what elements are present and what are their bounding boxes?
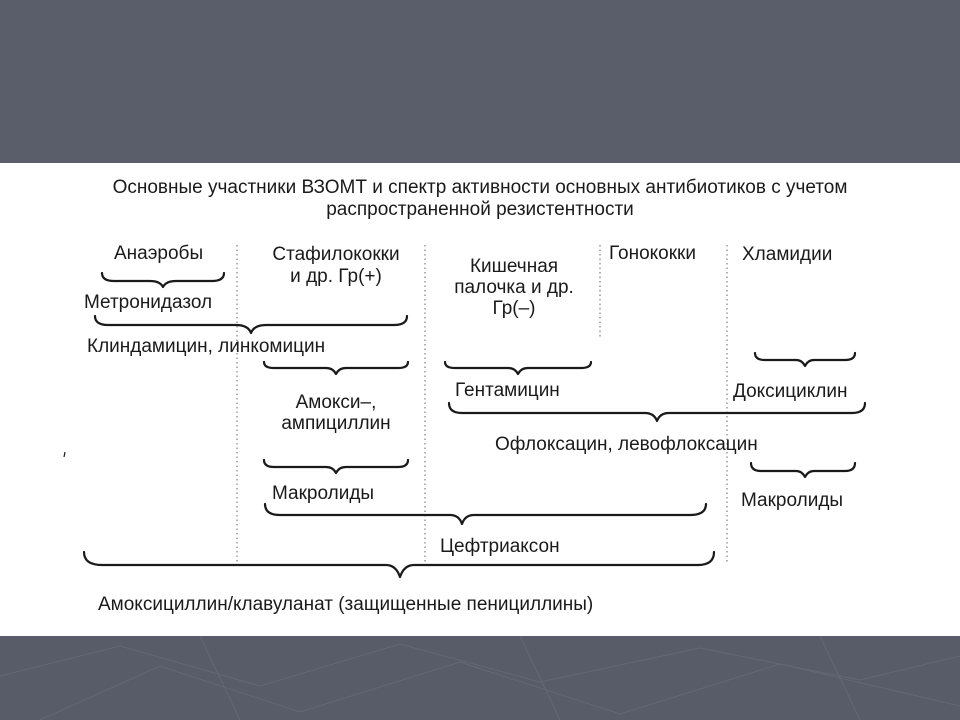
organism-ecoli-line2: палочка и др. [454,277,574,298]
brace-ceftriaxone [265,504,706,524]
organism-staph-line1: Стафилококки [272,244,400,265]
brace-macrolides-right [751,463,855,477]
organism-ecoli-line3: Гр(–) [492,298,536,319]
brace-amoxi [264,362,408,374]
antibiotic-gentamicin: Гентамицин [455,380,560,401]
brace-doxycycline [755,353,855,366]
brace-amoxiclav [84,552,714,577]
brace-ofloxacin [449,403,865,421]
antibiotic-spectrum-diagram [0,163,960,636]
antibiotic-ceftriaxone: Цефтриаксон [440,536,560,557]
antibiotic-clindamycin: Клиндамицин, линкомицин [87,336,326,357]
organism-anaerobes: Анаэробы [114,243,204,264]
organism-staph-line2: и др. Гр(+) [290,266,382,287]
antibiotic-ofloxacin: Офлоксацин, левофлоксацин [495,434,758,455]
brace-anaerobes [102,273,224,287]
antibiotic-metronidazole: Метронидазол [84,292,213,313]
antibiotic-macrolides-left: Макролиды [272,483,375,504]
brace-clindamycin [95,316,407,333]
brace-gentamicin [445,362,591,374]
antibiotic-doxycycline: Доксициклин [733,381,848,402]
slide-header-band [0,0,960,163]
antibiotic-amoxi-line1: Амокси–, [295,392,377,413]
brace-macrolides-left [264,460,408,473]
stray-mark [64,452,65,457]
organism-gonococci: Гонококки [609,243,696,264]
organism-chlamydia: Хламидии [742,244,833,265]
diagram-title-line1: Основные участники ВЗОМТ и спектр активности основных антибиотиков с учетом [112,177,848,198]
antibiotic-amoxi-line2: ампициллин [281,413,391,434]
diagram-title-line2: распространенной резистентности [326,199,634,220]
antibiotic-macrolides-right: Макролиды [741,490,844,511]
organism-ecoli-line1: Кишечная [469,256,559,277]
antibiotic-amoxiclav: Амоксициллин/клавуланат (защищенные пенициллины) [98,594,594,615]
footer-decoration [0,636,960,720]
